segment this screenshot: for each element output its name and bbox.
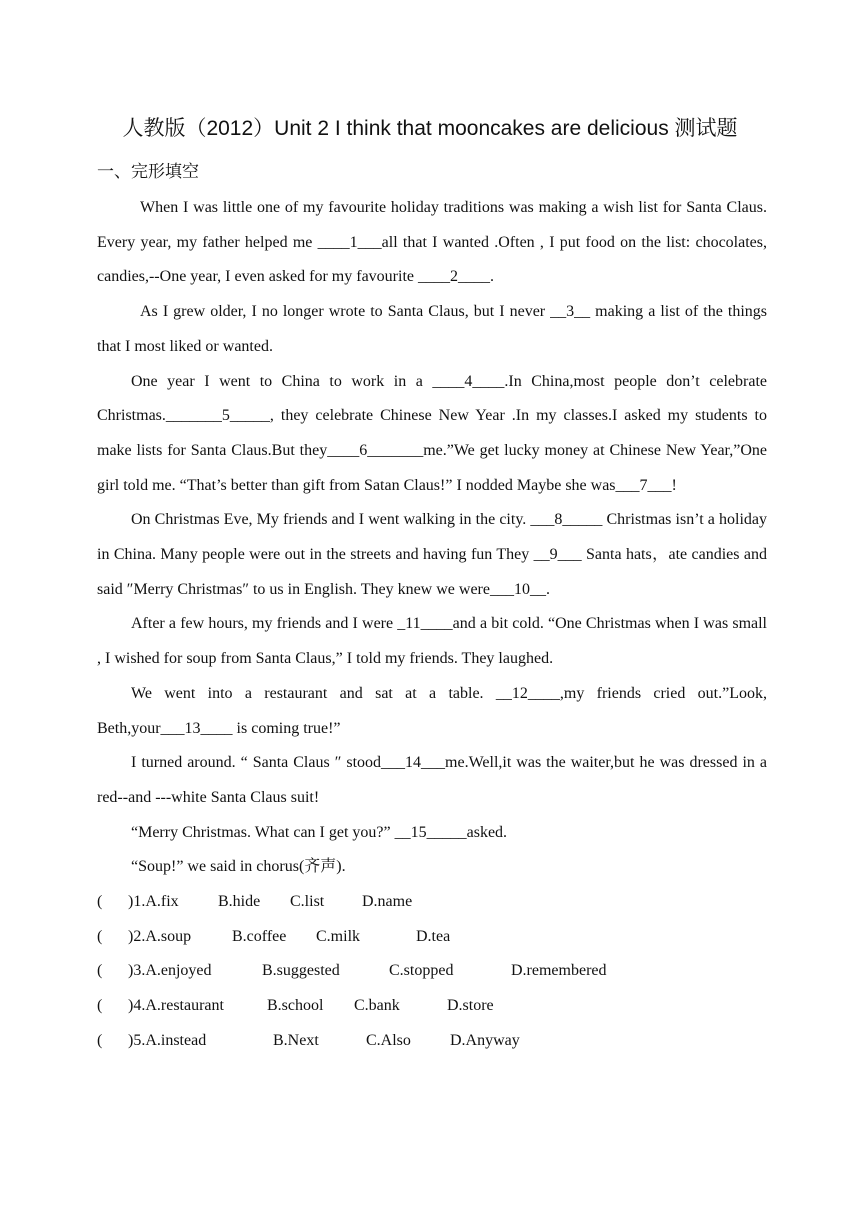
option-d: D.tea bbox=[416, 927, 451, 945]
answer-bracket: ( bbox=[97, 893, 103, 911]
answer-bracket: ( bbox=[97, 927, 103, 945]
paragraph: As I grew older, I no longer wrote to Santa Claus, but I never __3__ making a list of the things that I most liked or wanted. bbox=[97, 303, 767, 355]
option-c: C.stopped bbox=[389, 962, 454, 980]
option-c: C.list bbox=[290, 893, 325, 911]
paragraph: “Soup!” we said in chorus(齐声). bbox=[131, 858, 346, 876]
paragraph: One year I went to China to work in a ____4____.In China,most people don’t celebrate Christmas._______5_____, they celebrate Chinese New Year .In my classes.I asked my students to make lists for Santa Claus.But they____6_______me.”We get lucky money at Chinese New Year,”One girl told me. “That’s better than gift from Satan Claus!” I nodded Maybe she was___7___! bbox=[97, 372, 767, 494]
option-a: )5.A.instead bbox=[128, 1031, 207, 1049]
option-b: B.Next bbox=[273, 1031, 319, 1049]
paragraph: I turned around. “ Santa Claus ″ stood___14___me.Well,it was the waiter,but he was dressed in a red--and ---white Santa Claus suit! bbox=[97, 754, 767, 806]
option-b: B.hide bbox=[218, 893, 261, 911]
option-a: )3.A.enjoyed bbox=[128, 962, 212, 980]
question-row bbox=[97, 954, 767, 989]
answer-bracket: ( bbox=[97, 962, 103, 980]
paragraph: “Merry Christmas. What can I get you?” __15_____asked. bbox=[131, 823, 508, 841]
option-d: D.store bbox=[447, 997, 494, 1015]
option-b: B.suggested bbox=[262, 962, 340, 980]
page-title: 人教版（2012）Unit 2 I think that mooncakes are delicious 测试题 bbox=[122, 117, 738, 140]
option-a: )4.A.restaurant bbox=[128, 997, 224, 1015]
answer-bracket: ( bbox=[97, 997, 103, 1015]
paragraph: When I was little one of my favourite holiday traditions was making a wish list for Santa Claus. Every year, my father helped me ____1___all that I wanted .Often , I put food on the list: chocolates, candies,--One year, I even asked for my favourite ____2____. bbox=[97, 199, 767, 286]
option-d: D.name bbox=[362, 893, 413, 911]
cloze-passage bbox=[97, 191, 767, 1059]
paragraph: We went into a restaurant and sat at a table. __12____,my friends cried out.”Look, Beth,your___13____ is coming true!” bbox=[97, 684, 767, 737]
question-row bbox=[97, 1024, 767, 1059]
question-row bbox=[97, 920, 767, 955]
option-c: C.milk bbox=[316, 927, 361, 945]
option-d: D.remembered bbox=[511, 962, 607, 980]
answer-bracket: ( bbox=[97, 1031, 103, 1049]
paragraph: After a few hours, my friends and I were _11____and a bit cold. “One Christmas when I was small , I wished for soup from Santa Claus,” I told my friends. They laughed. bbox=[97, 615, 767, 668]
paragraph: On Christmas Eve, My friends and I went walking in the city. ___8_____ Christmas isn’t a holiday in China. Many people were out in the streets and having fun They __9___ Santa hats，ate candies and said ″Merry Christmas″ to us in English. They knew we were___10__. bbox=[97, 511, 767, 598]
option-c: C.bank bbox=[354, 997, 400, 1015]
question-row bbox=[97, 989, 767, 1024]
option-d: D.Anyway bbox=[450, 1031, 520, 1049]
question-row bbox=[97, 885, 767, 920]
section-heading: 一、完形填空 bbox=[97, 162, 199, 181]
option-a: )1.A.fix bbox=[128, 893, 179, 911]
option-b: B.coffee bbox=[232, 927, 287, 945]
option-c: C.Also bbox=[366, 1031, 411, 1049]
option-a: )2.A.soup bbox=[128, 927, 192, 945]
option-b: B.school bbox=[267, 997, 324, 1015]
